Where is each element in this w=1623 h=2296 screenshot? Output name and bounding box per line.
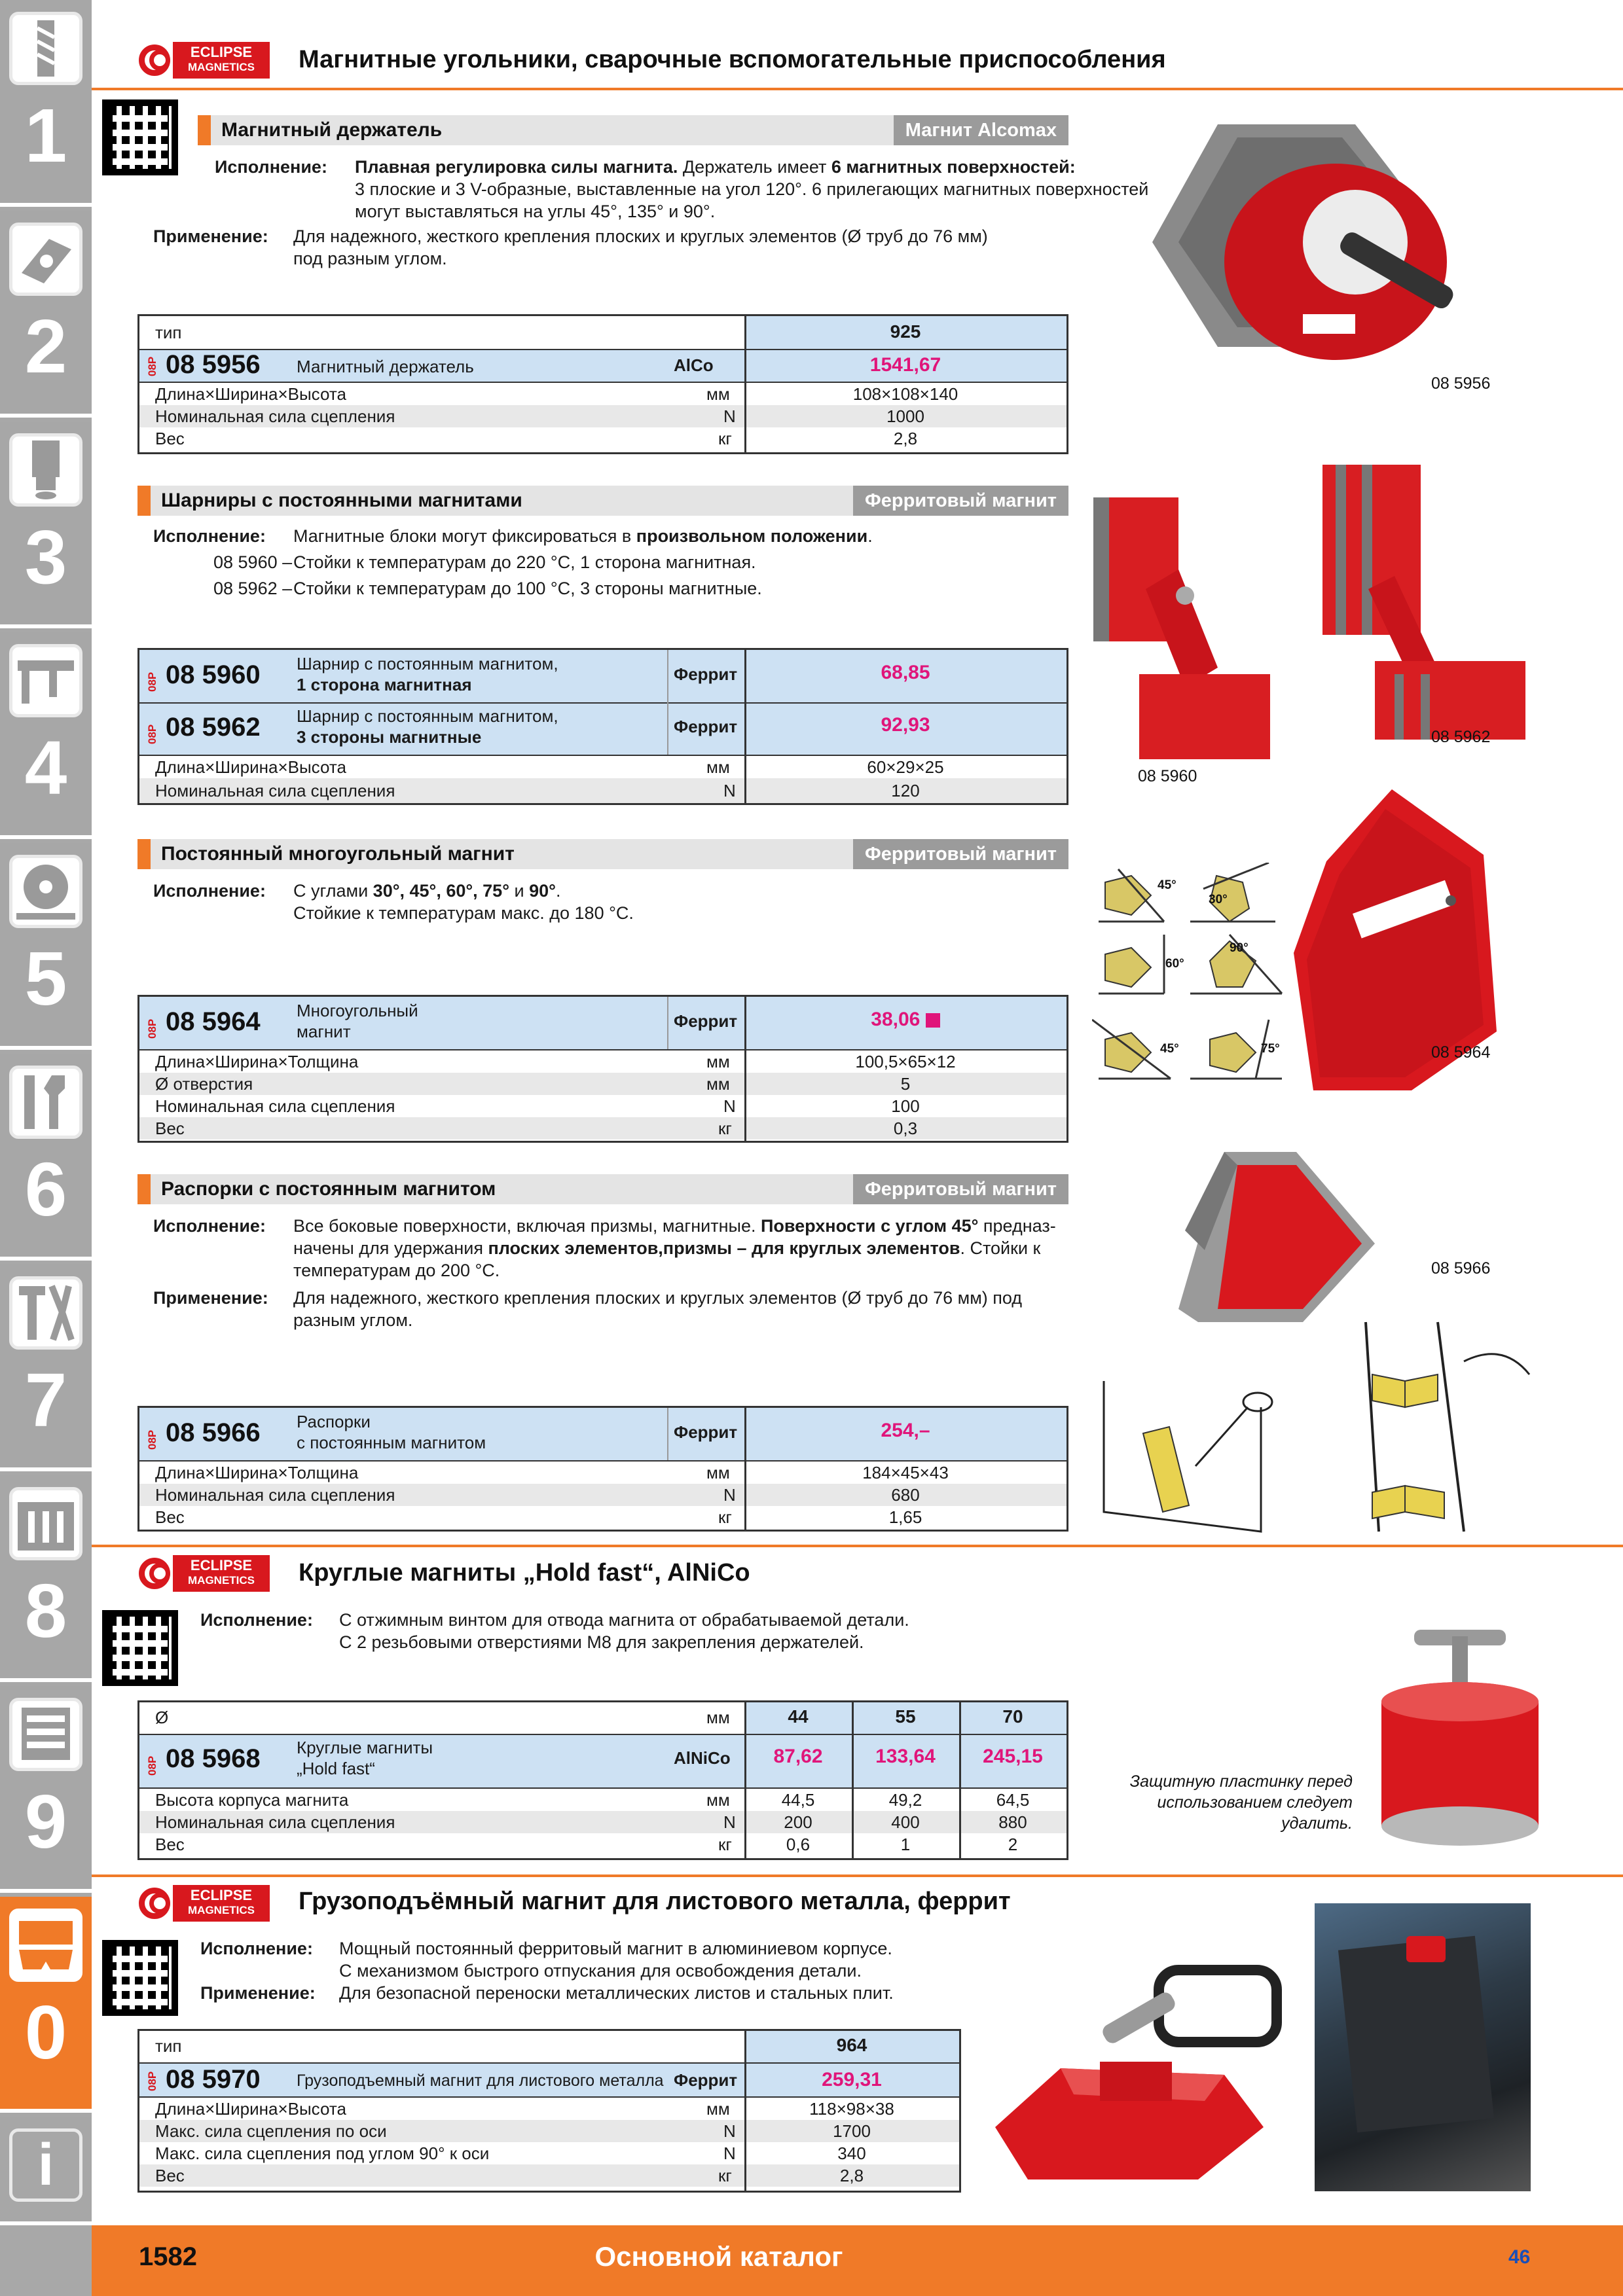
product-code[interactable]: 08 5966 (166, 1418, 261, 1447)
execution-label: Исполнение: (153, 1216, 266, 1236)
page-number: 1582 (139, 2242, 197, 2271)
new-item-marker (926, 1013, 940, 1028)
section-number: 46 (1508, 2246, 1531, 2268)
chapter-tab-2[interactable]: 2 (0, 211, 92, 418)
execution-label: Исполнение: (153, 526, 266, 546)
chapter-tab-8[interactable]: 8 (0, 1475, 92, 1682)
chapter-tab-9[interactable]: 9 (0, 1686, 92, 1893)
product-header: Магнитный держатель Магнит Alcomax (198, 115, 1068, 145)
image-caption: 08 5956 (1431, 374, 1491, 393)
execution-label: Исполнение: (200, 1610, 313, 1630)
tool-holder-icon (9, 433, 82, 507)
usage-photo (1315, 1903, 1531, 2191)
spec-table: тип 925 08P 08 5956 Магнитный держатель AlCo 1541,67 Длина×Ширина×Высота мм 108×108×140 Номинальная сила сцепления N 1000 Вес кг 2,8 (137, 314, 1068, 454)
application-label: Применение: (200, 1983, 316, 2003)
spacer-usage-illustration (1097, 1316, 1542, 1538)
execution-label: Исполнение: (153, 881, 266, 901)
page-footer (92, 2225, 1623, 2296)
toolbox-icon (9, 1487, 82, 1560)
product-code[interactable]: 08 5962 (166, 713, 261, 742)
product-code[interactable]: 08 5968 (166, 1744, 261, 1773)
section-title: Магнитные угольники, сварочные вспомогательные приспособления (299, 46, 1166, 73)
svg-text:30°: 30° (1209, 893, 1228, 906)
spec-table: 08P 08 5960 Шарнир с постоянным магнитом, 1 сторона магнитная Феррит 68,85 08P 08 5962 Шарнир с постоянным магнитом, 3 стороны магнитные Феррит 92,93 Длина×Ширина×Высота мм 60×29×25 Номинальная сила сцепления N 120 (137, 648, 1068, 805)
product-code[interactable]: 08 5960 (166, 660, 261, 689)
catalog-title: Основной каталог (594, 2241, 843, 2272)
qr-code[interactable] (102, 99, 178, 175)
eclipse-logo: ECLIPSE MAGNETICS (139, 1885, 270, 1922)
image-caption: 08 5962 (1431, 728, 1491, 746)
spec-table: 08P 08 5966 Распорки с постоянным магнитом Феррит 254,– Длина×Ширина×Толщина мм 184×45×43 Номинальная сила сцепления N 680 Вес кг 1,65 (137, 1406, 1068, 1532)
image-caption: 08 5960 (1138, 767, 1197, 785)
pliers-icon (9, 1276, 82, 1350)
price: 1541,67 (869, 354, 941, 376)
qr-code[interactable] (102, 1940, 178, 2016)
chapter-tab-4[interactable]: 4 (0, 632, 92, 839)
product-code[interactable]: 08 5956 (166, 350, 261, 379)
svg-text:45°: 45° (1158, 878, 1176, 892)
magnetic-holder-image (1139, 98, 1532, 406)
price: 245,15 (983, 1746, 1043, 1767)
price: 87,62 (773, 1746, 823, 1767)
chapter-tab-7[interactable]: 7 (0, 1265, 92, 1471)
section-divider (92, 1545, 1623, 1547)
wrench-icon (9, 1066, 82, 1139)
section-title: Грузоподъёмный магнит для листового металла, феррит (299, 1888, 1011, 1915)
price: 92,93 (881, 714, 930, 736)
lifting-magnet-image (989, 1957, 1303, 2199)
execution-label: Исполнение: (215, 157, 327, 177)
chapter-tab-0[interactable]: 0 (0, 1897, 92, 2113)
chapter-sidebar (0, 0, 92, 2296)
magnet-type-badge: Ферритовый магнит (853, 486, 1068, 516)
safety-glasses-icon (9, 1909, 82, 1982)
svg-text:90°: 90° (1230, 941, 1249, 955)
product-header: Распорки с постоянным магнитом Ферритовый магнит (137, 1174, 1068, 1204)
chapter-tab-5[interactable]: 5 (0, 843, 92, 1050)
insert-icon (9, 223, 82, 296)
product-header: Шарниры с постоянными магнитами Ферритовый магнит (137, 486, 1068, 516)
magnet-type-badge: Ферритовый магнит (853, 1174, 1068, 1204)
svg-text:45°: 45° (1160, 1042, 1179, 1056)
application-text: Для надежного, жесткого крепления плоских и круглых элементов (Ø труб до 76 мм) под разным углом. (293, 226, 988, 268)
execution-text: Плавная регулировка силы магнита. Держатель имеет 6 магнитных поверхностей: 3 плоские и 3 V-образные, выставленные на угол 120°. 6 прилегающих магнитных поверхностей могут выставляться на углы 45°, 135° и 90°. (355, 157, 1149, 221)
magnet-type-badge: Ферритовый магнит (853, 839, 1068, 869)
price: 133,64 (875, 1746, 936, 1767)
application-text: Для надежного, жесткого крепления плоских и круглых элементов (Ø труб до 76 мм) под разным углом. (293, 1288, 1023, 1330)
chapter-tab-info[interactable] (0, 2117, 92, 2225)
chapter-tab-6[interactable]: 6 (0, 1054, 92, 1261)
price: 254,– (881, 1420, 930, 1441)
eclipse-logo: ECLIPSE MAGNETICS (139, 1555, 270, 1592)
drill-bit-icon (9, 12, 82, 85)
execution-label: Исполнение: (200, 1939, 313, 1958)
application-label: Применение: (153, 226, 268, 246)
section-divider (92, 88, 1623, 90)
protective-plate-note: Защитную пластинку перед использованием следует удалить. (1129, 1772, 1353, 1833)
hold-fast-magnet-image (1368, 1617, 1552, 1852)
product-code[interactable]: 08 5964 (166, 1007, 261, 1036)
application-label: Применение: (153, 1288, 268, 1308)
caliper-icon (9, 644, 82, 717)
spec-table: Ø мм 44 55 70 08P 08 5968 Круглые магниты „Hold fast“ AlNiCo 87,62 133,64 245,15 Высота корпуса магнита мм 44,5 49,2 64,5 Номинальная сила сцепления N 200 400 880 Вес кг 0,6 1 2 (137, 1700, 1068, 1860)
image-caption: 08 5964 (1431, 1043, 1491, 1062)
execution-text: С отжимным винтом для отвода магнита от обрабатываемой детали. С 2 резьбовыми отверстиями M8 для закрепления держателей. (339, 1610, 909, 1652)
image-caption: 08 5966 (1431, 1259, 1491, 1278)
qr-code[interactable] (102, 1610, 178, 1686)
execution-text: С углами 30°, 45°, 60°, 75° и 90°. Стойкие к температурам макс. до 180 °C. (293, 881, 634, 923)
svg-text:75°: 75° (1261, 1042, 1280, 1056)
product-header: Постоянный многоугольный магнит Ферритовый магнит (137, 839, 1068, 869)
chapter-tab-3[interactable]: 3 (0, 422, 92, 628)
execution-text: Магнитные блоки могут фиксироваться в произвольном положении. (293, 526, 873, 546)
eclipse-logo: ECLIPSE MAGNETICS (139, 42, 270, 79)
execution-text: Мощный постоянный ферритовый магнит в алюминиевом корпусе. С механизмом быстрого отпускания для освобождения детали. (339, 1939, 892, 1981)
price: 38,06 (744, 1009, 1067, 1031)
info-icon: i (9, 2128, 82, 2202)
spec-table: тип 964 08P 08 5970 Грузоподъемный магнит для листового металла Феррит 259,31 Длина×Ширина×Высота мм 118×98×38 Макс. сила сцепления по оси N 1700 Макс. сила сцепления под углом 90° к оси N 340 Вес кг 2,8 (137, 2029, 961, 2193)
saw-blade-icon (9, 855, 82, 928)
product-code[interactable]: 08 5970 (166, 2065, 261, 2094)
application-text: Для безопасной переноски металлических листов и стальных плит. (339, 1983, 894, 2003)
magnet-type-badge: Магнит Alcomax (894, 115, 1068, 145)
tool-cabinet-icon (9, 1698, 82, 1771)
section-title: Круглые магниты „Hold fast“, AlNiCo (299, 1559, 750, 1587)
price: 68,85 (881, 662, 930, 683)
price: 259,31 (822, 2069, 882, 2090)
svg-text:60°: 60° (1165, 957, 1184, 971)
execution-text: Все боковые поверхности, включая призмы, магнитные. Поверхности с углом 45° предназ- начены для удержания плоских элементов,призмы – для круглых элементов. Стойки к температурам до 200 °C. (293, 1216, 1056, 1280)
chapter-tab-1[interactable]: 1 (0, 0, 92, 207)
angle-diagrams (1092, 863, 1288, 1085)
spec-table: 08P 08 5964 Многоугольный магнит Феррит 38,06 Длина×Ширина×Толщина мм 100,5×65×12 Ø отверстия мм 5 Номинальная сила сцепления N 100 Вес кг 0,3 (137, 995, 1068, 1143)
section-divider (92, 1874, 1623, 1877)
